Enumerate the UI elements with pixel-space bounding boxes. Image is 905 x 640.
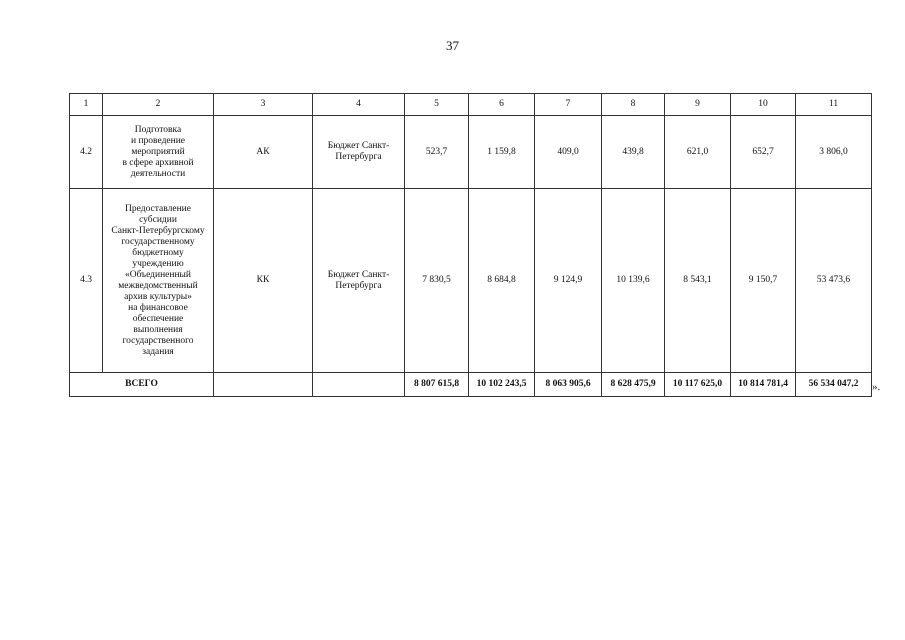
description-line: архив культуры» [124,291,192,302]
description-line: межведомственный [118,280,198,291]
total-label: ВСЕГО [70,373,214,397]
header-cell: 5 [405,94,469,116]
header-cell: 8 [602,94,665,116]
budget-table [69,93,872,397]
value-cell: 9 150,7 [731,189,796,373]
value-cell: 3 806,0 [796,116,872,189]
table-row [70,189,872,373]
total-value: 10 117 625,0 [665,373,731,397]
header-cell: 9 [665,94,731,116]
description-line: субсидии [139,214,177,225]
value-cell: 9 124,9 [535,189,602,373]
header-cell: 10 [731,94,796,116]
description-line: мероприятий [131,146,185,157]
total-value: 8 807 615,8 [405,373,469,397]
total-row [70,373,872,397]
header-row [70,94,872,116]
header-cell: 7 [535,94,602,116]
description-line: деятельности [130,168,186,179]
description-line: Предоставление [125,203,191,214]
row-code: 4.2 [70,116,103,189]
closing-quote-mark: ». [872,381,881,393]
description-line: государственного [122,335,194,346]
header-cell: 3 [214,94,313,116]
value-cell: 652,7 [731,116,796,189]
value-cell: 8 543,1 [665,189,731,373]
total-value: 56 534 047,2 [796,373,872,397]
empty-cell [313,373,405,397]
row-description [103,116,214,189]
description-line: и проведение [131,135,185,146]
header-cell: 1 [70,94,103,116]
total-value: 10 102 243,5 [469,373,535,397]
description-line: Подготовка [134,124,182,135]
description-line: учреждению [132,258,184,269]
total-value: 8 063 905,6 [535,373,602,397]
description-line: обеспечение [132,313,184,324]
empty-cell [214,373,313,397]
description-line: в сфере архивной [122,157,194,168]
row-source: Бюджет Санкт-Петербурга [313,116,405,189]
value-cell: 1 159,8 [469,116,535,189]
description-line: на финансовое [128,302,188,313]
value-cell: 523,7 [405,116,469,189]
total-value: 8 628 475,9 [602,373,665,397]
page-number: 37 [446,38,459,53]
header-cell: 4 [313,94,405,116]
description-line: бюджетному [132,247,184,258]
description-line: «Объединенный [124,269,192,280]
value-cell: 621,0 [665,116,731,189]
value-cell: 10 139,6 [602,189,665,373]
row-executor: АК [214,116,313,189]
value-cell: 8 684,8 [469,189,535,373]
description-line: задания [142,346,174,357]
header-cell: 11 [796,94,872,116]
value-cell: 439,8 [602,116,665,189]
value-cell: 53 473,6 [796,189,872,373]
header-cell: 6 [469,94,535,116]
row-description [103,189,214,373]
description-line: выполнения [133,324,183,335]
description-line: Санкт-Петербургскому [111,225,205,236]
header-cell: 2 [103,94,214,116]
row-code: 4.3 [70,189,103,373]
value-cell: 7 830,5 [405,189,469,373]
description-line: государственному [121,236,195,247]
total-value: 10 814 781,4 [731,373,796,397]
table-row [70,116,872,189]
row-source: Бюджет Санкт-Петербурга [313,189,405,373]
value-cell: 409,0 [535,116,602,189]
row-executor: КК [214,189,313,373]
